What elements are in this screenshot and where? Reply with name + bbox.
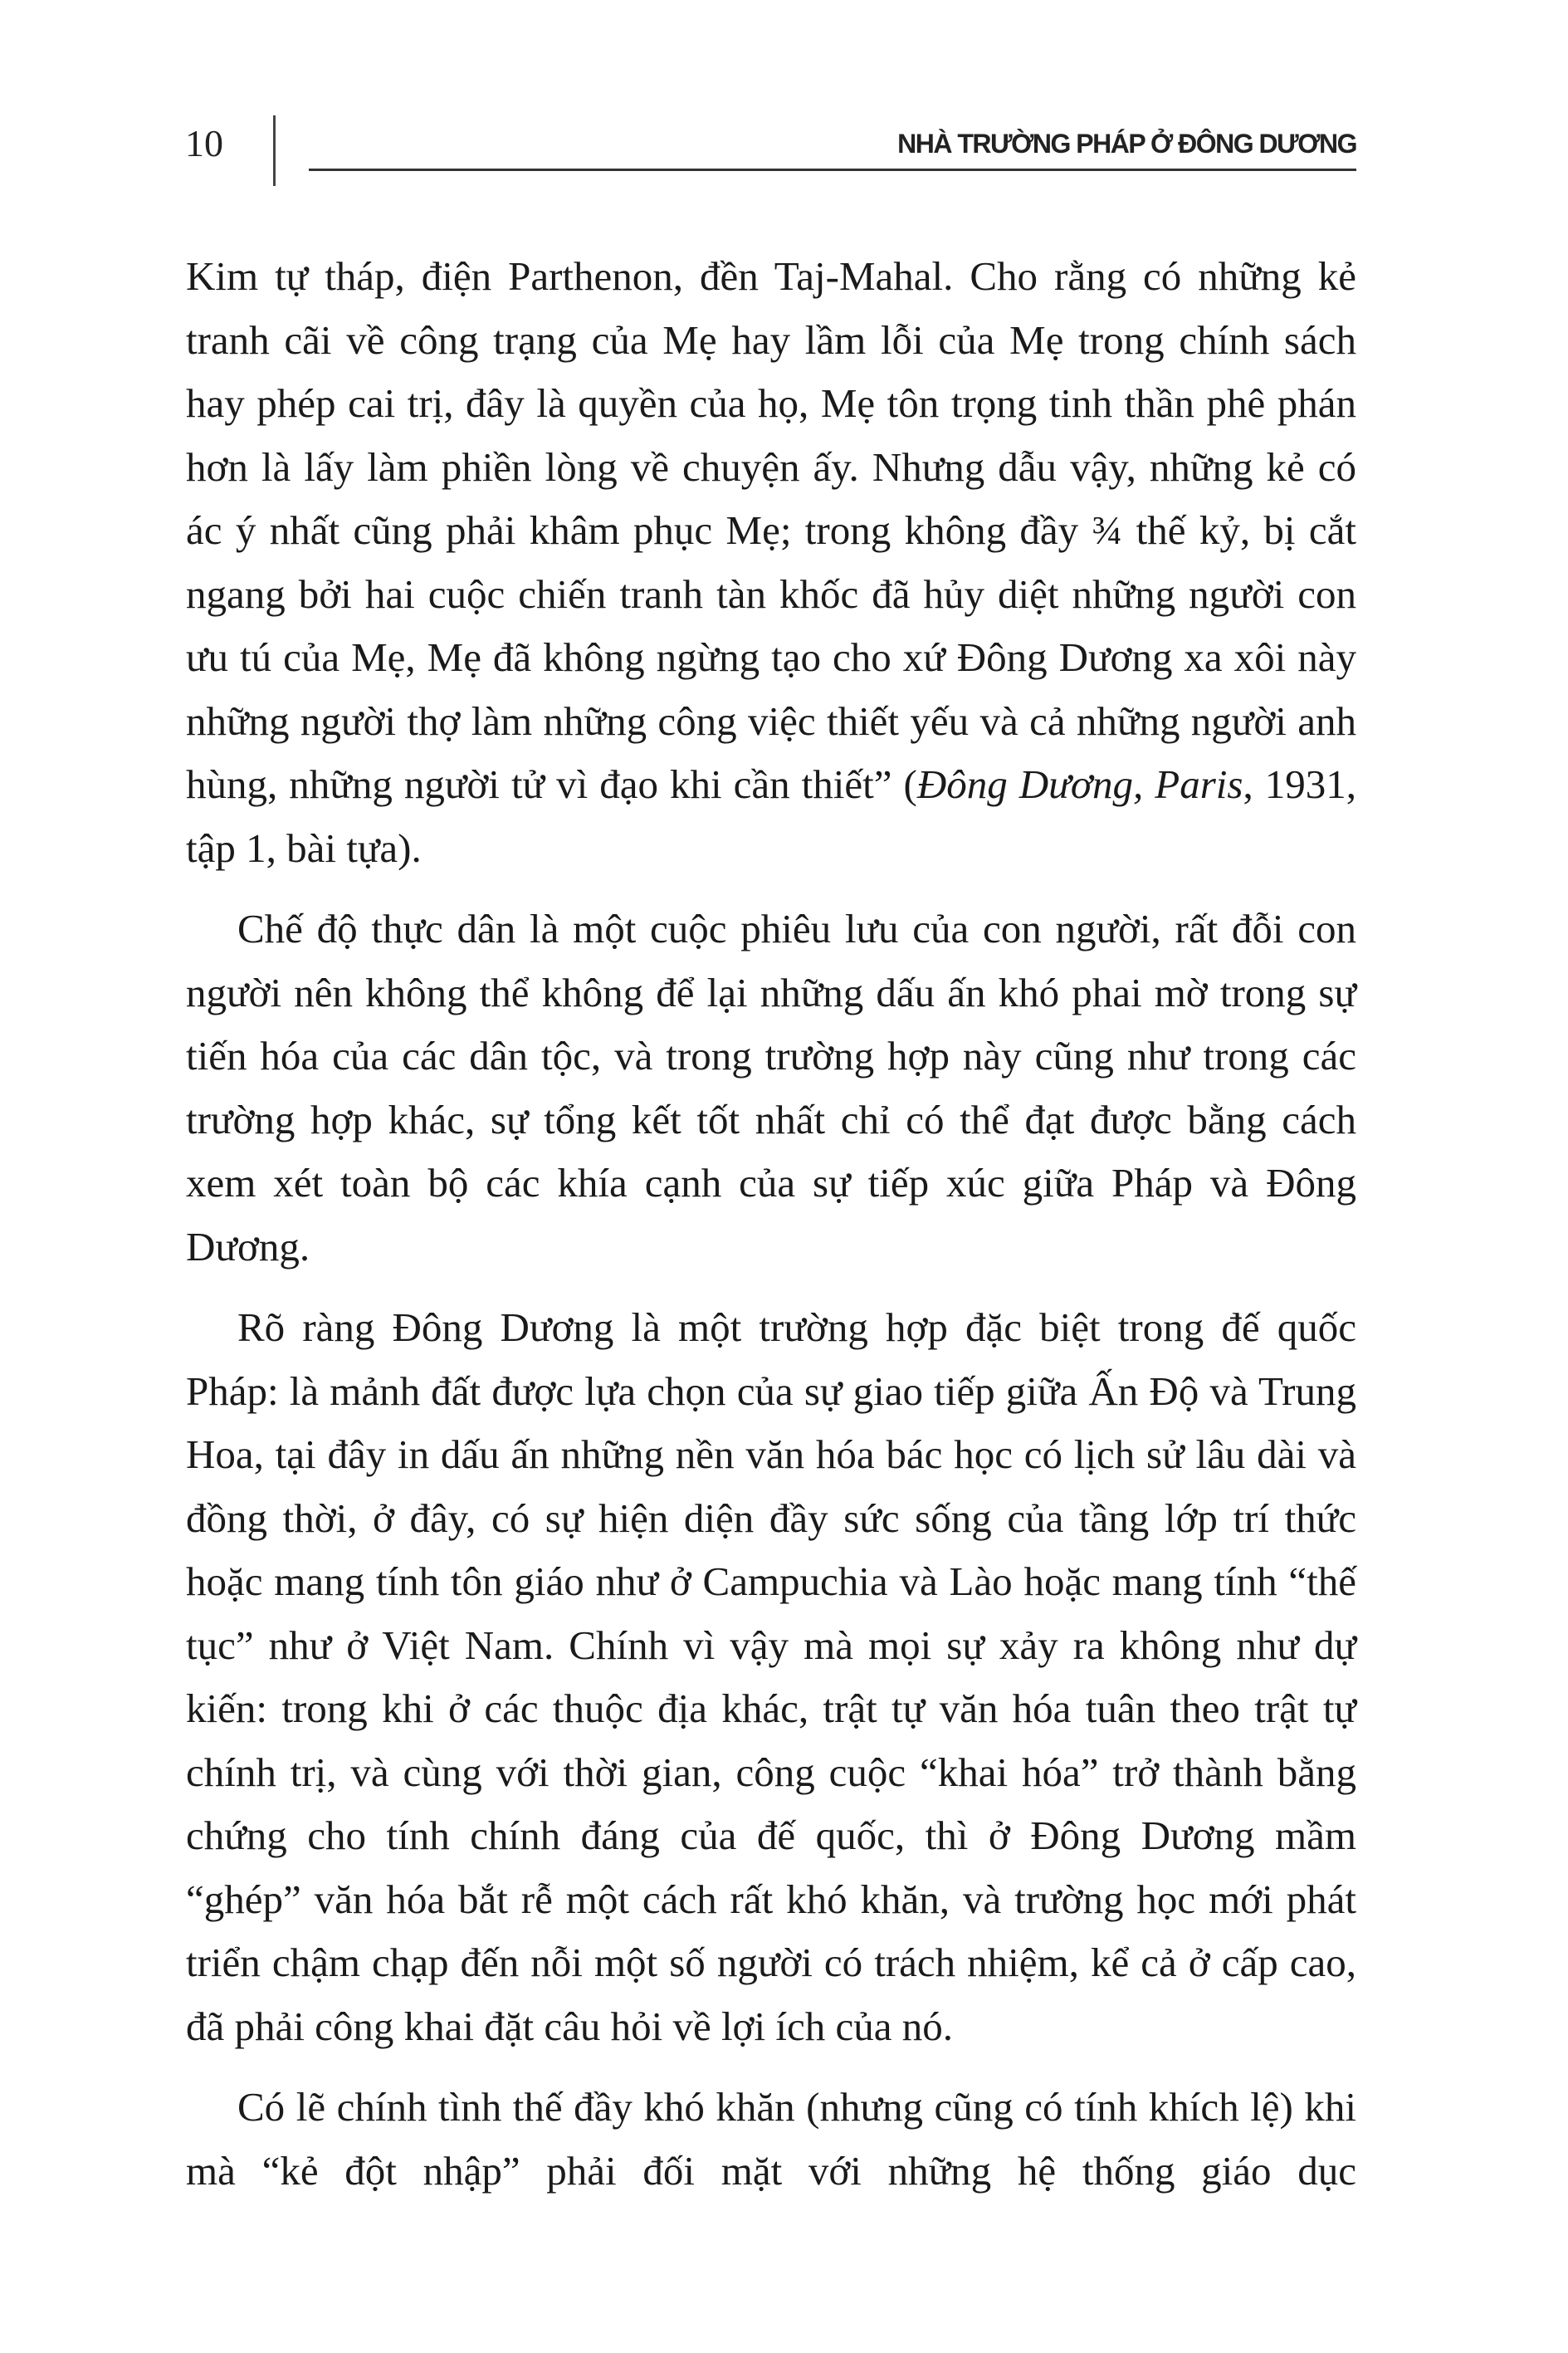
paragraph-1: [186, 245, 1356, 880]
page-number: 10: [185, 122, 223, 164]
paragraph-1-italic-source: Đông Dương, Paris: [916, 761, 1243, 807]
paragraph-2: Chế độ thực dân là một cuộc phiêu lưu của con người, rất đỗi con người nên không thể không để lại những dấu ấn khó phai mờ trong sự tiến hóa của các dân tộc, và trong trường hợp này cũng như trong các trường hợp khác, sự tổng kết tốt nhất chỉ có thể đạt được bằng cách xem xét toàn bộ các khía cạnh của sự tiếp xúc giữa Pháp và Đông Dương.: [186, 906, 1356, 1269]
body-text: [186, 245, 1356, 2203]
paragraph-1-text: Kim tự tháp, điện Parthenon, đền Taj-Mahal. Cho rằng có những kẻ tranh cãi về công trạng của Mẹ hay lầm lỗi của Mẹ trong chính sách hay phép cai trị, đây là quyền của họ, Mẹ tôn trọng tinh thần phê phán hơn là lấy làm phiền lòng về chuyện ấy. Nhưng dẫu vậy, những kẻ có ác ý nhất cũng phải khâm phục Mẹ; trong không đầy ¾ thế kỷ, bị cắt ngang bởi hai cuộc chiến tranh tàn khốc đã hủy diệt những người con ưu tú của Mẹ, Mẹ đã không ngừng tạo cho xứ Đông Dương xa xôi này những người thợ làm những công việc thiết yếu và cả những người anh hùng, những người tử vì đạo khi cần thiết” (: [186, 253, 1356, 807]
page-header: [0, 0, 1568, 199]
running-title: NHÀ TRƯỜNG PHÁP Ở ĐÔNG DƯƠNG: [897, 129, 1356, 159]
header-vertical-divider: [273, 115, 276, 186]
paragraph-3: Rõ ràng Đông Dương là một trường hợp đặc biệt trong đế quốc Pháp: là mảnh đất được lựa chọn của sự giao tiếp giữa Ấn Độ và Trung Hoa, tại đây in dấu ấn những nền văn hóa bác học có lịch sử lâu dài và đồng thời, ở đây, có sự hiện diện đầy sức sống của tầng lớp trí thức hoặc mang tính tôn giáo như ở Campuchia và Lào hoặc mang tính “thế tục” như ở Việt Nam. Chính vì vậy mà mọi sự xảy ra không như dự kiến: trong khi ở các thuộc địa khác, trật tự văn hóa tuân theo trật tự chính trị, và cùng với thời gian, công cuộc “khai hóa” trở thành bằng chứng cho tính chính đáng của đế quốc, thì ở Đông Dương mầm “ghép” văn hóa bắt rễ một cách rất khó khăn, và trường học mới phát triển chậm chạp đến nỗi một số người có trách nhiệm, kể cả ở cấp cao, đã phải công khai đặt câu hỏi về lợi ích của nó.: [186, 1304, 1356, 2049]
paragraph-1-citation: , 1931, tập 1, bài tựa).: [186, 761, 1356, 871]
paragraph-4: Có lẽ chính tình thế đầy khó khăn (nhưng cũng có tính khích lệ) khi mà “kẻ đột nhập” phải đối mặt với những hệ thống giáo dục: [186, 2084, 1356, 2194]
header-rule: [309, 169, 1356, 171]
